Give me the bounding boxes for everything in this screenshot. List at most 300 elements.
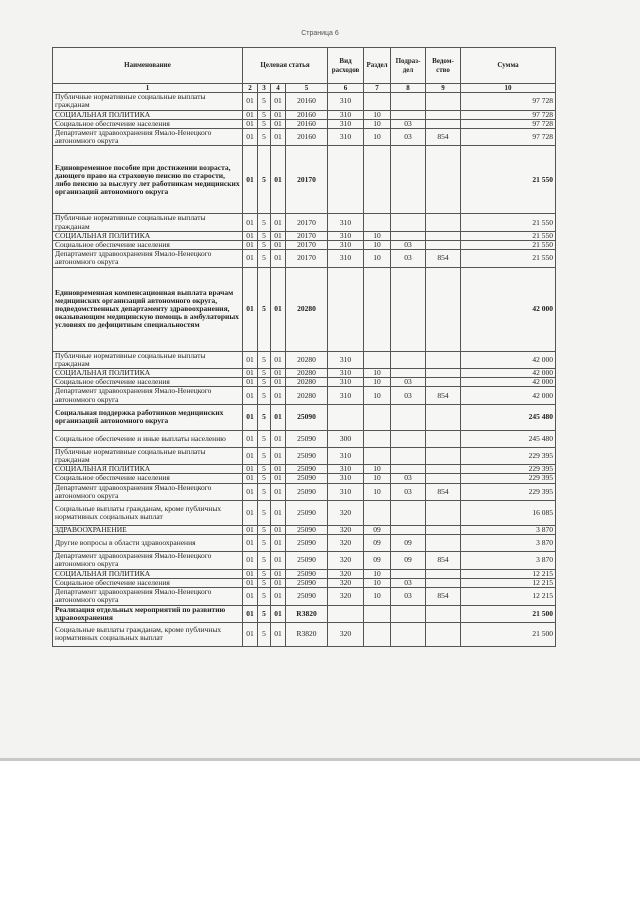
expense-type: 310 [328, 447, 364, 464]
table-row [53, 474, 556, 483]
target-code-program: 01 [243, 605, 258, 622]
expense-type: 320 [328, 535, 364, 552]
section-code [364, 404, 391, 430]
department-code [426, 622, 461, 646]
target-code-event: 01 [271, 588, 286, 605]
expense-type: 320 [328, 569, 364, 578]
target-code-subprogram: 5 [258, 129, 271, 146]
department-code [426, 110, 461, 119]
subsection-code [391, 605, 426, 622]
target-code-program: 01 [243, 535, 258, 552]
row-name: Реализация отдельных мероприятий по развитию здравоохранения [53, 605, 243, 622]
target-code-program: 01 [243, 267, 258, 351]
target-code-program: 01 [243, 474, 258, 483]
expense-type: 310 [328, 351, 364, 368]
row-sum: 16 085 [461, 501, 556, 526]
row-sum: 245 480 [461, 404, 556, 430]
row-sum: 21 550 [461, 241, 556, 250]
expense-type: 310 [328, 129, 364, 146]
target-code-subprogram: 5 [258, 622, 271, 646]
table-row [53, 231, 556, 240]
target-code-direction: 25090 [286, 578, 328, 587]
expense-type: 310 [328, 93, 364, 110]
department-code [426, 474, 461, 483]
row-sum: 21 550 [461, 146, 556, 214]
expense-type: 310 [328, 378, 364, 387]
target-code-direction: 25090 [286, 501, 328, 526]
table-row [53, 501, 556, 526]
table-row [53, 241, 556, 250]
row-name: Департамент здравоохранения Ямало-Ненецкого автономного округа [53, 387, 243, 404]
expense-type: 300 [328, 430, 364, 447]
subsection-code [391, 526, 426, 535]
table-row [53, 214, 556, 231]
target-code-event: 01 [271, 483, 286, 500]
subsection-code [391, 214, 426, 231]
department-code: 854 [426, 129, 461, 146]
section-code [364, 146, 391, 214]
expense-type: 310 [328, 483, 364, 500]
row-sum: 42 000 [461, 378, 556, 387]
target-code-subprogram: 5 [258, 250, 271, 267]
column-number: 3 [258, 84, 271, 93]
target-code-program: 01 [243, 501, 258, 526]
target-code-event: 01 [271, 351, 286, 368]
subsection-code: 03 [391, 588, 426, 605]
table-row [53, 378, 556, 387]
expense-type [328, 267, 364, 351]
target-code-event: 01 [271, 241, 286, 250]
subsection-code: 09 [391, 535, 426, 552]
target-code-event: 01 [271, 129, 286, 146]
section-code: 10 [364, 119, 391, 128]
target-code-direction: 20160 [286, 93, 328, 110]
page-label: Страница 6 [301, 30, 339, 37]
table-row [53, 535, 556, 552]
department-code [426, 231, 461, 240]
department-code: 854 [426, 250, 461, 267]
row-sum: 21 500 [461, 605, 556, 622]
department-code [426, 569, 461, 578]
column-number: 5 [286, 84, 328, 93]
target-code-event: 01 [271, 404, 286, 430]
target-code-event: 01 [271, 578, 286, 587]
target-code-program: 01 [243, 378, 258, 387]
row-sum: 229 395 [461, 474, 556, 483]
expense-type: 320 [328, 588, 364, 605]
department-code [426, 501, 461, 526]
header-dept: Ведом-ство [426, 48, 461, 84]
target-code-program: 01 [243, 146, 258, 214]
expense-type [328, 146, 364, 214]
subsection-code: 03 [391, 119, 426, 128]
target-code-event: 01 [271, 569, 286, 578]
subsection-code: 03 [391, 578, 426, 587]
expense-type: 320 [328, 526, 364, 535]
target-code-direction: 25090 [286, 588, 328, 605]
column-number: 10 [461, 84, 556, 93]
department-code [426, 605, 461, 622]
target-code-program: 01 [243, 588, 258, 605]
table-body [53, 93, 556, 647]
expense-type: 320 [328, 578, 364, 587]
department-code [426, 430, 461, 447]
target-code-program: 01 [243, 578, 258, 587]
section-code: 09 [364, 552, 391, 569]
target-code-subprogram: 5 [258, 605, 271, 622]
column-number: 4 [271, 84, 286, 93]
target-code-direction: 25090 [286, 430, 328, 447]
target-code-program: 01 [243, 465, 258, 474]
scan-edge [0, 758, 640, 761]
header-row [53, 48, 556, 84]
expense-type: 310 [328, 250, 364, 267]
target-code-event: 01 [271, 387, 286, 404]
section-code: 10 [364, 474, 391, 483]
section-code: 10 [364, 110, 391, 119]
section-code: 10 [364, 387, 391, 404]
department-code [426, 119, 461, 128]
row-name: Социальная поддержка работников медицинских организаций автономного округа [53, 404, 243, 430]
section-code [364, 501, 391, 526]
section-code [364, 622, 391, 646]
row-sum: 97 728 [461, 93, 556, 110]
subsection-code: 03 [391, 250, 426, 267]
section-code: 09 [364, 535, 391, 552]
target-code-event: 01 [271, 622, 286, 646]
subsection-code: 03 [391, 387, 426, 404]
target-code-subprogram: 5 [258, 465, 271, 474]
target-code-event: 01 [271, 474, 286, 483]
target-code-direction: 20170 [286, 250, 328, 267]
subsection-code [391, 146, 426, 214]
department-code [426, 447, 461, 464]
column-number: 6 [328, 84, 364, 93]
target-code-subprogram: 5 [258, 267, 271, 351]
table-row [53, 588, 556, 605]
row-name: СОЦИАЛЬНАЯ ПОЛИТИКА [53, 110, 243, 119]
target-code-program: 01 [243, 93, 258, 110]
target-code-subprogram: 5 [258, 110, 271, 119]
subsection-code [391, 501, 426, 526]
subsection-code [391, 110, 426, 119]
expense-type: 320 [328, 622, 364, 646]
column-number: 9 [426, 84, 461, 93]
target-code-program: 01 [243, 430, 258, 447]
table-row [53, 483, 556, 500]
target-code-event: 01 [271, 267, 286, 351]
subsection-code [391, 622, 426, 646]
target-code-event: 01 [271, 430, 286, 447]
row-sum: 21 550 [461, 214, 556, 231]
expense-type: 310 [328, 231, 364, 240]
target-code-program: 01 [243, 526, 258, 535]
row-sum: 21 500 [461, 622, 556, 646]
row-sum: 229 395 [461, 447, 556, 464]
subsection-code: 03 [391, 378, 426, 387]
target-code-program: 01 [243, 351, 258, 368]
section-code: 10 [364, 231, 391, 240]
expense-type: 310 [328, 110, 364, 119]
table-row [53, 250, 556, 267]
target-code-program: 01 [243, 250, 258, 267]
row-name: Департамент здравоохранения Ямало-Ненецкого автономного округа [53, 552, 243, 569]
subsection-code: 03 [391, 241, 426, 250]
expense-type: 310 [328, 214, 364, 231]
row-name: Единовременная компенсационная выплата врачам медицинских организаций автономного округа, подведомственных департаменту здравоохранения, оказывающим медицинскую помощь в амбулаторных условиях по дефицитным специальностям [53, 267, 243, 351]
target-code-direction: 20170 [286, 146, 328, 214]
header-sum: Сумма [461, 48, 556, 84]
target-code-direction: 25090 [286, 552, 328, 569]
table-row [53, 605, 556, 622]
target-code-event: 01 [271, 465, 286, 474]
section-code: 09 [364, 526, 391, 535]
expense-type: 310 [328, 465, 364, 474]
target-code-subprogram: 5 [258, 231, 271, 240]
target-code-direction: 25090 [286, 526, 328, 535]
target-code-program: 01 [243, 404, 258, 430]
department-code [426, 93, 461, 110]
department-code [426, 378, 461, 387]
table-row [53, 465, 556, 474]
target-code-program: 01 [243, 622, 258, 646]
target-code-direction: 20170 [286, 241, 328, 250]
target-code-event: 01 [271, 447, 286, 464]
target-code-event: 01 [271, 110, 286, 119]
target-code-program: 01 [243, 569, 258, 578]
target-code-direction: 20280 [286, 267, 328, 351]
target-code-event: 01 [271, 552, 286, 569]
department-code [426, 526, 461, 535]
row-name: Департамент здравоохранения Ямало-Ненецкого автономного округа [53, 483, 243, 500]
row-name: Публичные нормативные социальные выплаты гражданам [53, 447, 243, 464]
row-sum: 3 870 [461, 526, 556, 535]
target-code-event: 01 [271, 119, 286, 128]
row-name: Публичные нормативные социальные выплаты гражданам [53, 93, 243, 110]
target-code-direction: 25090 [286, 447, 328, 464]
table-row [53, 129, 556, 146]
row-sum: 245 480 [461, 430, 556, 447]
row-name: Социальное обеспечение населения [53, 241, 243, 250]
row-name: СОЦИАЛЬНАЯ ПОЛИТИКА [53, 569, 243, 578]
target-code-event: 01 [271, 535, 286, 552]
subsection-code [391, 231, 426, 240]
row-sum: 42 000 [461, 351, 556, 368]
section-code: 10 [364, 369, 391, 378]
section-code: 10 [364, 578, 391, 587]
column-number: 1 [53, 84, 243, 93]
target-code-program: 01 [243, 241, 258, 250]
row-sum: 97 728 [461, 110, 556, 119]
target-code-subprogram: 5 [258, 578, 271, 587]
table-row [53, 110, 556, 119]
target-code-subprogram: 5 [258, 119, 271, 128]
target-code-program: 01 [243, 214, 258, 231]
target-code-program: 01 [243, 231, 258, 240]
target-code-event: 01 [271, 526, 286, 535]
target-code-direction: 20280 [286, 351, 328, 368]
target-code-event: 01 [271, 146, 286, 214]
row-name: СОЦИАЛЬНАЯ ПОЛИТИКА [53, 369, 243, 378]
target-code-subprogram: 5 [258, 146, 271, 214]
department-code: 854 [426, 483, 461, 500]
target-code-subprogram: 5 [258, 93, 271, 110]
subsection-code [391, 267, 426, 351]
target-code-event: 01 [271, 369, 286, 378]
section-code: 10 [364, 465, 391, 474]
target-code-event: 01 [271, 605, 286, 622]
subsection-code [391, 351, 426, 368]
section-code: 10 [364, 250, 391, 267]
section-code: 10 [364, 569, 391, 578]
row-name: Департамент здравоохранения Ямало-Ненецкого автономного округа [53, 250, 243, 267]
row-name: Публичные нормативные социальные выплаты гражданам [53, 351, 243, 368]
target-code-direction: 20170 [286, 231, 328, 240]
row-name: Публичные нормативные социальные выплаты гражданам [53, 214, 243, 231]
expense-type: 310 [328, 387, 364, 404]
row-sum: 21 550 [461, 250, 556, 267]
target-code-direction: 20280 [286, 369, 328, 378]
expense-type: 320 [328, 501, 364, 526]
section-code [364, 267, 391, 351]
target-code-direction: 25090 [286, 404, 328, 430]
table-row [53, 387, 556, 404]
subsection-code: 03 [391, 483, 426, 500]
target-code-event: 01 [271, 501, 286, 526]
target-code-program: 01 [243, 483, 258, 500]
section-code: 10 [364, 241, 391, 250]
table-row [53, 93, 556, 110]
row-sum: 3 870 [461, 535, 556, 552]
section-code [364, 214, 391, 231]
row-name: СОЦИАЛЬНАЯ ПОЛИТИКА [53, 465, 243, 474]
row-name: Другие вопросы в области здравоохранения [53, 535, 243, 552]
row-name: Департамент здравоохранения Ямало-Ненецкого автономного округа [53, 129, 243, 146]
target-code-direction: 25090 [286, 483, 328, 500]
target-code-event: 01 [271, 231, 286, 240]
target-code-subprogram: 5 [258, 430, 271, 447]
subsection-code [391, 93, 426, 110]
subsection-code [391, 430, 426, 447]
column-number: 8 [391, 84, 426, 93]
budget-table [52, 47, 556, 647]
row-name: Социальное обеспечение населения [53, 378, 243, 387]
section-code [364, 447, 391, 464]
header-section: Раздел [364, 48, 391, 84]
expense-type: 310 [328, 369, 364, 378]
target-code-subprogram: 5 [258, 351, 271, 368]
target-code-subprogram: 5 [258, 535, 271, 552]
target-code-direction: 25090 [286, 474, 328, 483]
target-code-subprogram: 5 [258, 474, 271, 483]
section-code: 10 [364, 129, 391, 146]
target-code-event: 01 [271, 93, 286, 110]
target-code-direction: 20170 [286, 214, 328, 231]
row-sum: 97 728 [461, 129, 556, 146]
expense-type: 310 [328, 119, 364, 128]
target-code-subprogram: 5 [258, 387, 271, 404]
table-row [53, 267, 556, 351]
subsection-code: 03 [391, 474, 426, 483]
column-number: 7 [364, 84, 391, 93]
department-code [426, 404, 461, 430]
table-row [53, 578, 556, 587]
section-code [364, 605, 391, 622]
target-code-subprogram: 5 [258, 483, 271, 500]
department-code: 854 [426, 552, 461, 569]
header-type: Вид расходов [328, 48, 364, 84]
table-row [53, 369, 556, 378]
target-code-program: 01 [243, 129, 258, 146]
department-code [426, 351, 461, 368]
subsection-code [391, 447, 426, 464]
column-number: 2 [243, 84, 258, 93]
row-sum: 42 000 [461, 369, 556, 378]
subsection-code [391, 404, 426, 430]
subsection-code [391, 465, 426, 474]
row-sum: 229 395 [461, 465, 556, 474]
column-numbers-row [53, 84, 556, 93]
subsection-code [391, 569, 426, 578]
target-code-program: 01 [243, 369, 258, 378]
department-code [426, 214, 461, 231]
department-code [426, 241, 461, 250]
table-row [53, 119, 556, 128]
row-sum: 42 000 [461, 267, 556, 351]
target-code-direction: 20160 [286, 129, 328, 146]
section-code [364, 430, 391, 447]
target-code-direction: 25090 [286, 465, 328, 474]
section-code: 10 [364, 378, 391, 387]
target-code-subprogram: 5 [258, 214, 271, 231]
target-code-direction: 20160 [286, 119, 328, 128]
target-code-subprogram: 5 [258, 569, 271, 578]
section-code [364, 351, 391, 368]
table-row [53, 552, 556, 569]
table-row [53, 404, 556, 430]
table-row [53, 447, 556, 464]
target-code-subprogram: 5 [258, 378, 271, 387]
section-code [364, 93, 391, 110]
section-code: 10 [364, 588, 391, 605]
row-name: Социальное обеспечение населения [53, 474, 243, 483]
target-code-program: 01 [243, 110, 258, 119]
target-code-direction: 20280 [286, 378, 328, 387]
row-name: Социальное обеспечение и иные выплаты населению [53, 430, 243, 447]
row-name: Социальные выплаты гражданам, кроме публичных нормативных социальных выплат [53, 501, 243, 526]
header-name: Наименование [53, 48, 243, 84]
target-code-event: 01 [271, 378, 286, 387]
target-code-subprogram: 5 [258, 552, 271, 569]
row-name: Единовременное пособие при достижении возраста, дающего право на страховую пенсию по старости, либо пенсию за выслугу лет работникам медицинских организаций автономного округа [53, 146, 243, 214]
subsection-code [391, 369, 426, 378]
target-code-event: 01 [271, 214, 286, 231]
department-code [426, 578, 461, 587]
target-code-direction: 20280 [286, 387, 328, 404]
department-code [426, 465, 461, 474]
section-code: 10 [364, 483, 391, 500]
department-code: 854 [426, 387, 461, 404]
target-code-subprogram: 5 [258, 526, 271, 535]
expense-type: 320 [328, 552, 364, 569]
row-sum: 21 550 [461, 231, 556, 240]
target-code-subprogram: 5 [258, 447, 271, 464]
row-name: Социальные выплаты гражданам, кроме публичных нормативных социальных выплат [53, 622, 243, 646]
row-name: ЗДРАВООХРАНЕНИЕ [53, 526, 243, 535]
department-code [426, 146, 461, 214]
target-code-program: 01 [243, 387, 258, 404]
target-code-event: 01 [271, 250, 286, 267]
